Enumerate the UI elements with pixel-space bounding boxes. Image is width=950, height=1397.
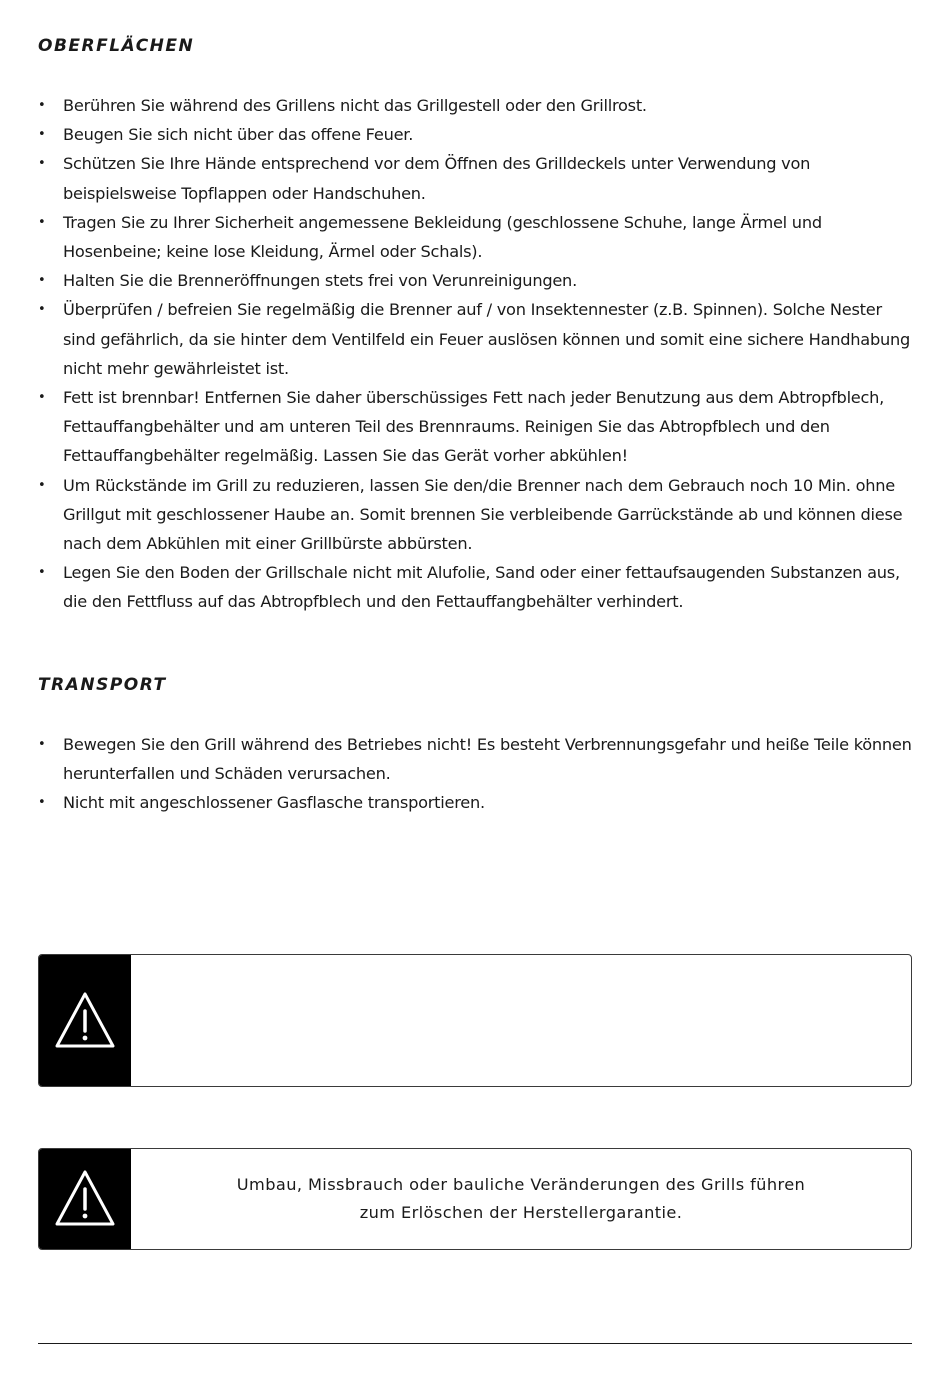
warning-icon-cell — [39, 955, 131, 1086]
list-item: • Nicht mit angeschlossener Gasflasche transportieren. — [38, 788, 913, 817]
warning-text-line: zum Erlöschen der Herstellergarantie. — [359, 1203, 683, 1222]
section-title-surfaces: OBERFLÄCHEN — [38, 36, 195, 56]
list-item: • Schützen Sie Ihre Hände entsprechend vor dem Öffnen des Grilldeckels unter Verwendung von beispielsweise Topflappen oder Handschuhen. — [38, 149, 913, 207]
list-item: • Um Rückstände im Grill zu reduzieren, lassen Sie den/die Brenner nach dem Gebrauch noch 10 Min. ohne Grillgut mit geschlossener Haube an. Somit brennen Sie verbleibende Garrückstände ab und können diese nach dem Abkühlen mit einer Grillbürste abbürsten. — [38, 471, 913, 559]
warning-triangle-icon — [53, 1167, 117, 1231]
warning-icon-cell — [39, 1149, 131, 1249]
warning-text — [131, 1149, 911, 1249]
footer-divider — [38, 1343, 912, 1344]
warning-box-warranty — [38, 1148, 912, 1250]
surfaces-list — [38, 91, 913, 617]
list-item: • Halten Sie die Brenneröffnungen stets frei von Verunreinigungen. — [38, 266, 913, 295]
warning-text — [131, 955, 911, 1086]
list-item: • Beugen Sie sich nicht über das offene Feuer. — [38, 120, 913, 149]
list-item: • Fett ist brennbar! Entfernen Sie daher überschüssiges Fett nach jeder Benutzung aus dem Abtropfblech, Fettauffangbehälter und am unteren Teil des Brennraums. Reinigen Sie das Abtropfblech und den Fettauffangbehälter regelmäßig. Lassen Sie das Gerät vorher abkühlen! — [38, 383, 913, 471]
warning-box-empty — [38, 954, 912, 1087]
list-item: • Berühren Sie während des Grillens nicht das Grillgestell oder den Grillrost. — [38, 91, 913, 120]
warning-triangle-icon — [53, 989, 117, 1053]
warning-text-line: Umbau, Missbrauch oder bauliche Veränderungen des Grills führen — [236, 1175, 806, 1194]
section-title-transport: TRANSPORT — [38, 675, 167, 695]
list-item: • Tragen Sie zu Ihrer Sicherheit angemessene Bekleidung (geschlossene Schuhe, lange Ärmel und Hosenbeine; keine lose Kleidung, Ärmel oder Schals). — [38, 208, 913, 266]
transport-list — [38, 730, 913, 818]
list-item: • Überprüfen / befreien Sie regelmäßig die Brenner auf / von Insektennester (z.B. Spinnen). Solche Nester sind gefährlich, da sie hinter dem Ventilfeld ein Feuer auslösen können und somit eine sichere Handhabung nicht mehr gewährleistet ist. — [38, 295, 913, 383]
list-item: • Legen Sie den Boden der Grillschale nicht mit Alufolie, Sand oder einer fettaufsaugenden Substanzen aus, die den Fettfluss auf das Abtropfblech und den Fettauffangbehälter verhindert. — [38, 558, 913, 616]
list-item: • Bewegen Sie den Grill während des Betriebes nicht! Es besteht Verbrennungsgefahr und heiße Teile können herunterfallen und Schäden verursachen. — [38, 730, 913, 788]
